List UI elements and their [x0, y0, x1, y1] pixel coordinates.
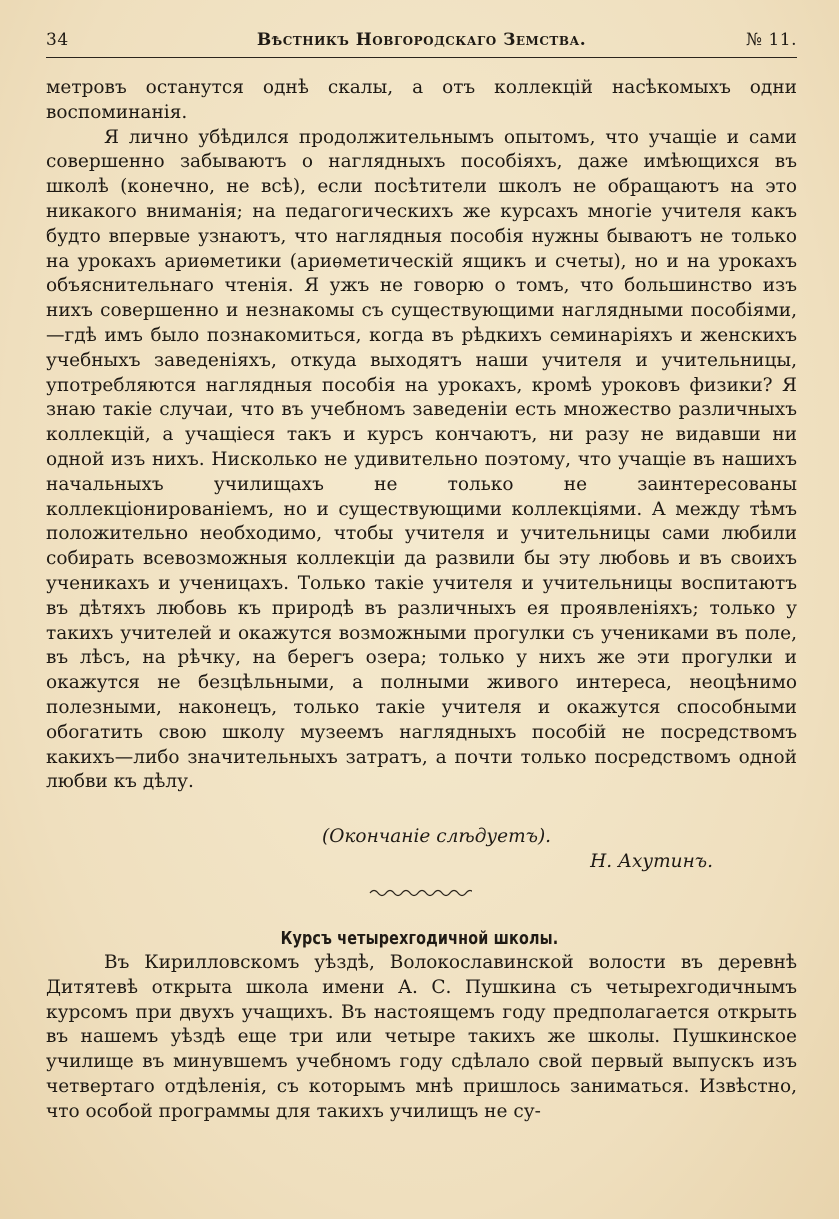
paragraph: Я лично убѣдился продолжительнымъ опытомъ, что учащіе и сами совершенно забываютъ о наглядныхъ пособіяхъ, даже имѣющихся въ школѣ (конечно, не всѣ), если посѣтители школъ не обращаютъ на это никакого вниманія; на педагогическихъ же курсахъ многіе учителя какъ будто впервые узнаютъ, что наглядныя пособія нужны бываютъ не только на урокахъ ариѳметики (ариѳметическій ящикъ и счеты), но и на урокахъ объяснительнаго чтенія. Я ужъ не говорю о томъ, что большинство изъ нихъ совершенно и незнакомы съ существующими наглядными пособіями,—гдѣ имъ было познакомиться, когда въ рѣдкихъ семинаріяхъ и женскихъ учебныхъ заведеніяхъ, откуда выходятъ наши учителя и учительницы, употребляются наглядныя пособія на урокахъ, кромѣ уроковъ физики? Я знаю такіе случаи, что въ учебномъ заведеніи есть множество различныхъ коллекцій, а учащіеся такъ и курсъ кончаютъ, ни разу не видавши ни одной изъ нихъ. Нисколько не удивительно поэтому, что учащіе въ нашихъ начальныхъ училищахъ не только не заинтересованы коллекціонированіемъ, но и существующими коллекціями. А между тѣмъ положительно необходимо, чтобы учителя и учительницы сами любили собирать всевозможныя коллекціи да развили бы эту любовь и въ своихъ ученикахъ и ученицахъ. Только такіе учителя и учительницы воспитаютъ въ дѣтяхъ любовь къ природѣ въ различныхъ ея проявленіяхъ; только у такихъ учителей и окажутся возможными прогулки съ учениками въ поле, въ лѣсъ, на рѣчку, на берегъ озера; только у нихъ же эти прогулки и окажутся не безцѣльными, а полными живого интереса, неоцѣнимо полезными, наконецъ, только такіе учителя и окажутся способными обогатить свою школу музеемъ наглядныхъ пособій не посредствомъ какихъ—либо значительныхъ затратъ, а почти только посредствомъ одной любви къ дѣлу. [46, 126, 797, 793]
paragraph: Въ Кирилловскомъ уѣздѣ, Волокославинской волости въ деревнѣ Дитятевѣ открыта школа имени А. С. Пушкина съ четырехгодичнымъ курсомъ при двухъ учащихъ. Въ настоящемъ году предполагается открыть въ нашемъ уѣздѣ еще три или четыре такихъ же школы. Пушкинское училище въ минувшемъ учебномъ году сдѣлало свой первый выпускъ изъ четвертаго отдѣленія, съ которымъ мнѣ пришлось заниматься. Извѣстно, что особой программы для такихъ училищъ не су- [46, 952, 797, 1122]
running-header [46, 30, 797, 56]
continuation-note: (Окончаніе слѣдуетъ). [322, 826, 552, 847]
author-signature: Н. Ахутинъ. [590, 851, 713, 872]
paragraph: метровъ останутся однѣ скалы, а отъ коллекцій насѣкомыхъ одни воспоминанія. [46, 77, 797, 123]
article-body-2 [46, 951, 797, 1125]
section-heading: Курсъ четырехгодичной школы. [280, 929, 559, 949]
article-body [46, 76, 797, 795]
page-number: 34 [46, 30, 69, 50]
issue-number: № 11. [745, 30, 797, 50]
journal-title: Вѣстникъ Новгородскаго Земства. [256, 30, 587, 50]
header-rule [46, 57, 797, 58]
section-divider-ornament [368, 886, 472, 900]
